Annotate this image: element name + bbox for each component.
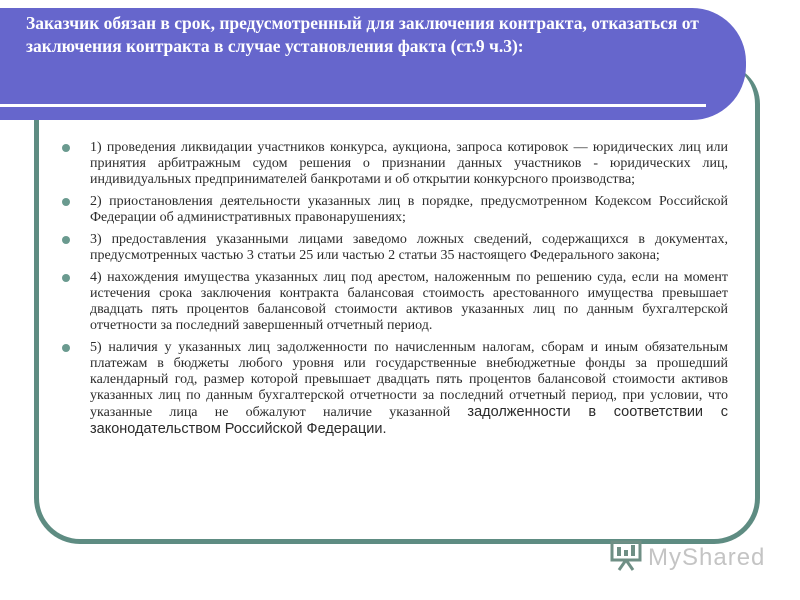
list-item-text: 4) нахождения имущества указанных лиц под арестом, наложенным по решению суда, если на момент истечения срока заключения контракта балансовая стоимость арестованного имущества превышает двадцать пять процентов балансовой стоимости активов указанных лиц по данным бухгалтерской отчетности за последний завершенный отчетный период. <box>90 270 728 333</box>
presentation-board-icon <box>608 538 644 572</box>
list-item-text: 1) проведения ликвидации участников конкурса, аукциона, запроса котировок — юридических лиц или принятия арбитражным судом решения о признании данных участников - юридических лиц, индивидуальных предпринимателей банкротами и об открытии конкурсного производства; <box>90 140 728 187</box>
conditions-list <box>62 140 728 444</box>
list-item <box>62 140 728 188</box>
list-item-text: 3) предоставления указанными лицами заведомо ложных сведений, содержащихся в документах, предусмотренных частью 3 статьи 25 или частью 2 статьи 35 настоящего Федерального закона; <box>90 232 728 263</box>
list-item-text-tail: задолженности в соответствии с законодательством Российской Федерации. <box>90 404 728 437</box>
list-item-text: 2) приостановления деятельности указанных лиц в порядке, предусмотренном Кодексом Российской Федерации об административных правонарушениях; <box>90 194 728 225</box>
logo-text: MyShared <box>648 544 766 571</box>
bullet-icon <box>62 274 70 282</box>
list-item <box>62 270 728 334</box>
bullet-icon <box>62 236 70 244</box>
bullet-icon <box>62 144 70 152</box>
title-underline <box>0 104 706 107</box>
list-item <box>62 194 728 226</box>
list-item-text: 5) наличия у указанных лиц задолженности по начисленным налогам, сборам и иным обязательным платежам в бюджеты любого уровня или государственные внебюджетные фонды за прошедший календарный год, размер которой превышает двадцать пять процентов балансовой стоимости активов указанных лиц по данным бухгалтерской отчетности за последний отчетный период, при условии, что указанные лица не обжалуют наличие указанной <box>90 340 728 420</box>
list-item <box>62 340 728 438</box>
bullet-icon <box>62 344 70 352</box>
myshared-logo[interactable] <box>608 538 778 578</box>
list-item <box>62 232 728 264</box>
bullet-icon <box>62 198 70 206</box>
page-title: Заказчик обязан в срок, предусмотренный для заключения контракта, отказаться от заключения контракта в случае установления факта (ст.9 ч.3): <box>26 13 699 56</box>
